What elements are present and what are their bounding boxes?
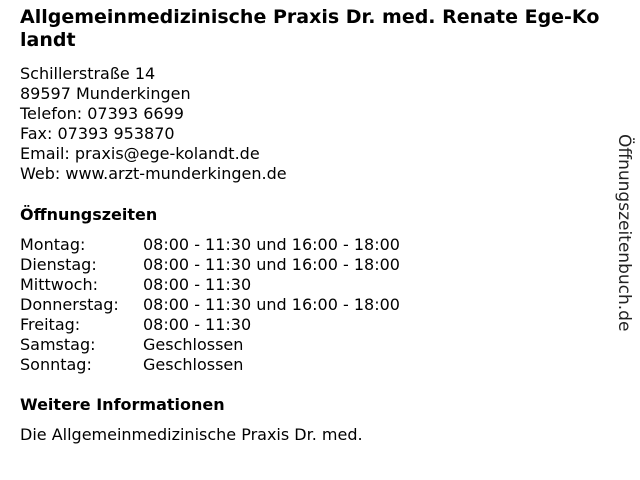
practice-title: Allgemeinmedizinische Praxis Dr. med. Renate Ege-Kolandt xyxy=(20,6,600,51)
hours-time: 08:00 - 11:30 xyxy=(143,315,252,334)
hours-row-sunday xyxy=(20,355,605,375)
email-line: Email: praxis@ege-kolandt.de xyxy=(20,144,260,163)
hours-row-wednesday xyxy=(20,275,605,295)
hours-day: Dienstag: xyxy=(20,255,97,274)
further-info-text: Die Allgemeinmedizinische Praxis Dr. med. xyxy=(20,425,363,444)
opening-hours-heading: Öffnungszeiten xyxy=(20,205,158,224)
address-block xyxy=(20,64,605,184)
hours-day: Sonntag: xyxy=(20,355,92,374)
hours-day: Mittwoch: xyxy=(20,275,98,294)
hours-row-tuesday xyxy=(20,255,605,275)
street-line: Schillerstraße 14 xyxy=(20,64,156,83)
hours-time: 08:00 - 11:30 und 16:00 - 18:00 xyxy=(143,255,400,274)
hours-time: Geschlossen xyxy=(143,355,244,374)
hours-time: 08:00 - 11:30 xyxy=(143,275,252,294)
hours-day: Montag: xyxy=(20,235,86,254)
hours-day: Samstag: xyxy=(20,335,96,354)
web-line: Web: www.arzt-munderkingen.de xyxy=(20,164,287,183)
hours-row-thursday xyxy=(20,295,605,315)
site-watermark-label: Öffnungszeitenbuch.de xyxy=(614,134,634,332)
hours-day: Donnerstag: xyxy=(20,295,119,314)
opening-hours-table xyxy=(20,235,605,375)
further-info-heading: Weitere Informationen xyxy=(20,395,225,414)
hours-time: 08:00 - 11:30 und 16:00 - 18:00 xyxy=(143,295,400,314)
practice-card xyxy=(20,6,605,445)
hours-row-monday xyxy=(20,235,605,255)
hours-time: 08:00 - 11:30 und 16:00 - 18:00 xyxy=(143,235,400,254)
hours-day: Freitag: xyxy=(20,315,81,334)
hours-row-friday xyxy=(20,315,605,335)
phone-line: Telefon: 07393 6699 xyxy=(20,104,184,123)
city-line: 89597 Munderkingen xyxy=(20,84,191,103)
hours-row-saturday xyxy=(20,335,605,355)
hours-time: Geschlossen xyxy=(143,335,244,354)
fax-line: Fax: 07393 953870 xyxy=(20,124,175,143)
